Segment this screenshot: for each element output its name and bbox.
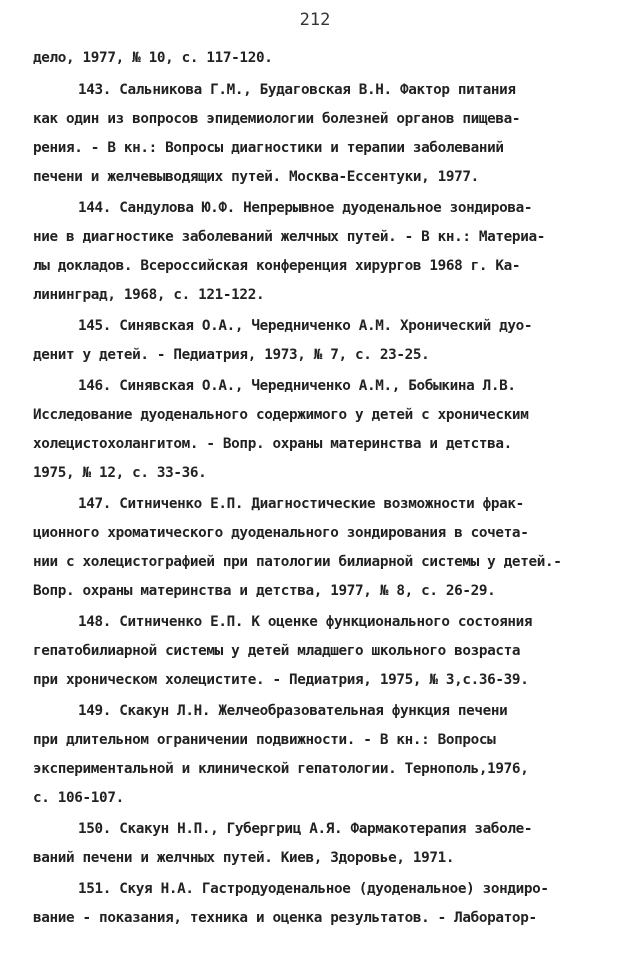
text-line: гепатобилиарной системы у детей младшего школьного возраста <box>33 643 521 659</box>
text-line: 148. Ситниченко Е.П. К оценке функционального состояния <box>78 614 533 630</box>
text-line: нии с холецистографией при патологии билиарной системы у детей.- <box>33 554 562 570</box>
text-line: лининград, 1968, с. 121-122. <box>33 287 265 303</box>
text-line: 143. Сальникова Г.М., Будаговская В.Н. Фактор питания <box>78 82 516 98</box>
page-number: 212 <box>299 10 331 30</box>
text-line: денит у детей. - Педиатрия, 1973, № 7, с. 23-25. <box>33 347 430 363</box>
text-line: Исследование дуоденального содержимого у детей с хроническим <box>33 407 529 423</box>
text-line: ционного хроматического дуоденального зондирования в сочета- <box>33 525 529 541</box>
text-line: как один из вопросов эпидемиологии болезней органов пищева- <box>33 111 521 127</box>
text-line: дело, 1977, № 10, с. 117-120. <box>33 50 273 66</box>
text-line: 1975, № 12, с. 33-36. <box>33 465 207 481</box>
text-line: 149. Скакун Л.Н. Желчеобразовательная функция печени <box>78 703 508 719</box>
text-line: ние в диагностике заболеваний желчных путей. - В кн.: Материа- <box>33 229 545 245</box>
text-line: с. 106-107. <box>33 790 124 806</box>
text-line: лы докладов. Всероссийская конференция хирургов 1968 г. Ка- <box>33 258 521 274</box>
text-line: рения. - В кн.: Вопросы диагностики и терапии заболеваний <box>33 140 504 156</box>
text-line: 150. Скакун Н.П., Губергриц А.Я. Фармакотерапия заболе- <box>78 821 533 837</box>
text-line: 146. Синявская О.А., Чередниченко А.М., Бобыкина Л.В. <box>78 378 516 394</box>
text-line: 151. Скуя Н.А. Гастродуоденальное (дуоденальное) зондиро- <box>78 881 549 897</box>
text-line: печени и желчевыводящих путей. Москва-Ессентуки, 1977. <box>33 169 479 185</box>
text-line: при длительном ограничении подвижности. - В кн.: Вопросы <box>33 732 496 748</box>
text-line: 144. Сандулова Ю.Ф. Непрерывное дуоденальное зондирова- <box>78 200 533 216</box>
text-line: при хроническом холецистите. - Педиатрия, 1975, № 3,с.36-39. <box>33 672 529 688</box>
text-line: холецистохолангитом. - Вопр. охраны материнства и детства. <box>33 436 512 452</box>
text-line: Вопр. охраны материнства и детства, 1977, № 8, с. 26-29. <box>33 583 496 599</box>
text-line: 145. Синявская О.А., Чередниченко А.М. Хронический дуо- <box>78 318 533 334</box>
text-line: экспериментальной и клинической гепатологии. Тернополь,1976, <box>33 761 529 777</box>
text-line: 147. Ситниченко Е.П. Диагностические возможности фрак- <box>78 496 524 512</box>
text-line: вание - показания, техника и оценка результатов. - Лаборатор- <box>33 910 537 926</box>
text-line: ваний печени и желчных путей. Киев, Здоровье, 1971. <box>33 850 455 866</box>
